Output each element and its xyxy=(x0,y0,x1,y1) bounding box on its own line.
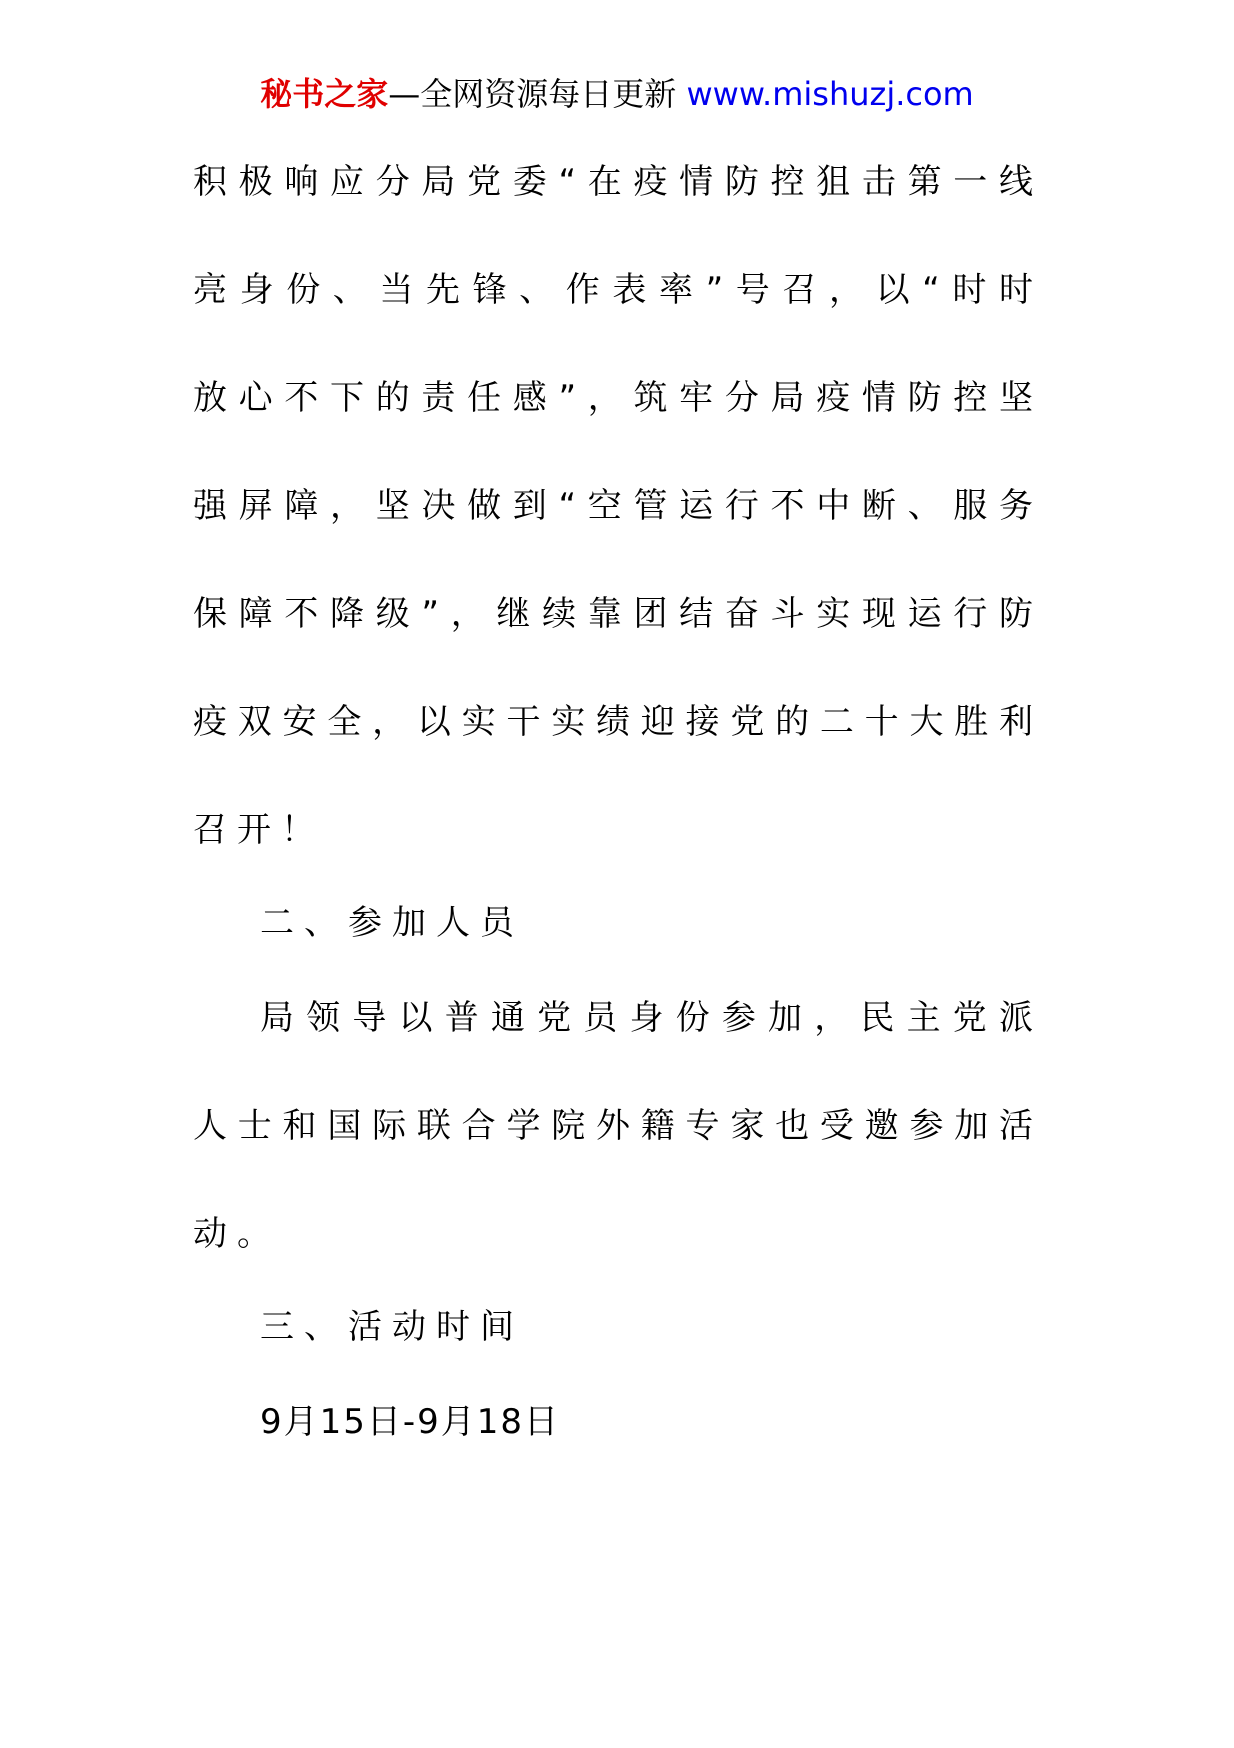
paragraph-line: 动。 xyxy=(193,1214,281,1254)
paragraph-line: 保障不降级”，继续靠团结奋斗实现运行防 xyxy=(193,594,1033,634)
site-url-link[interactable]: www.mishuzj.com xyxy=(686,75,974,113)
paragraph-line: 亮身份、当先锋、作表率”号召，以“时时 xyxy=(193,270,1033,310)
page-header xyxy=(0,70,1234,118)
site-brand: 秘书之家 xyxy=(260,75,389,113)
paragraph-line: 召开！ xyxy=(193,810,325,850)
paragraph-line: 人士和国际联合学院外籍专家也受邀参加活 xyxy=(193,1106,1033,1146)
site-tagline: —全网资源每日更新 xyxy=(388,75,677,113)
paragraph-line: 疫双安全，以实干实绩迎接党的二十大胜利 xyxy=(193,702,1033,742)
activity-date: 9月15日-9月18日 xyxy=(260,1402,561,1442)
section-heading: 二、参加人员 xyxy=(260,903,524,943)
paragraph-line: 强屏障，坚决做到“空管运行不中断、服务 xyxy=(193,486,1033,526)
paragraph-line: 积极响应分局党委“在疫情防控狙击第一线 xyxy=(193,162,1033,202)
section-heading: 三、活动时间 xyxy=(260,1307,524,1347)
paragraph-line: 局领导以普通党员身份参加，民主党派 xyxy=(260,998,1033,1038)
paragraph-line: 放心不下的责任感”，筑牢分局疫情防控坚 xyxy=(193,378,1033,418)
